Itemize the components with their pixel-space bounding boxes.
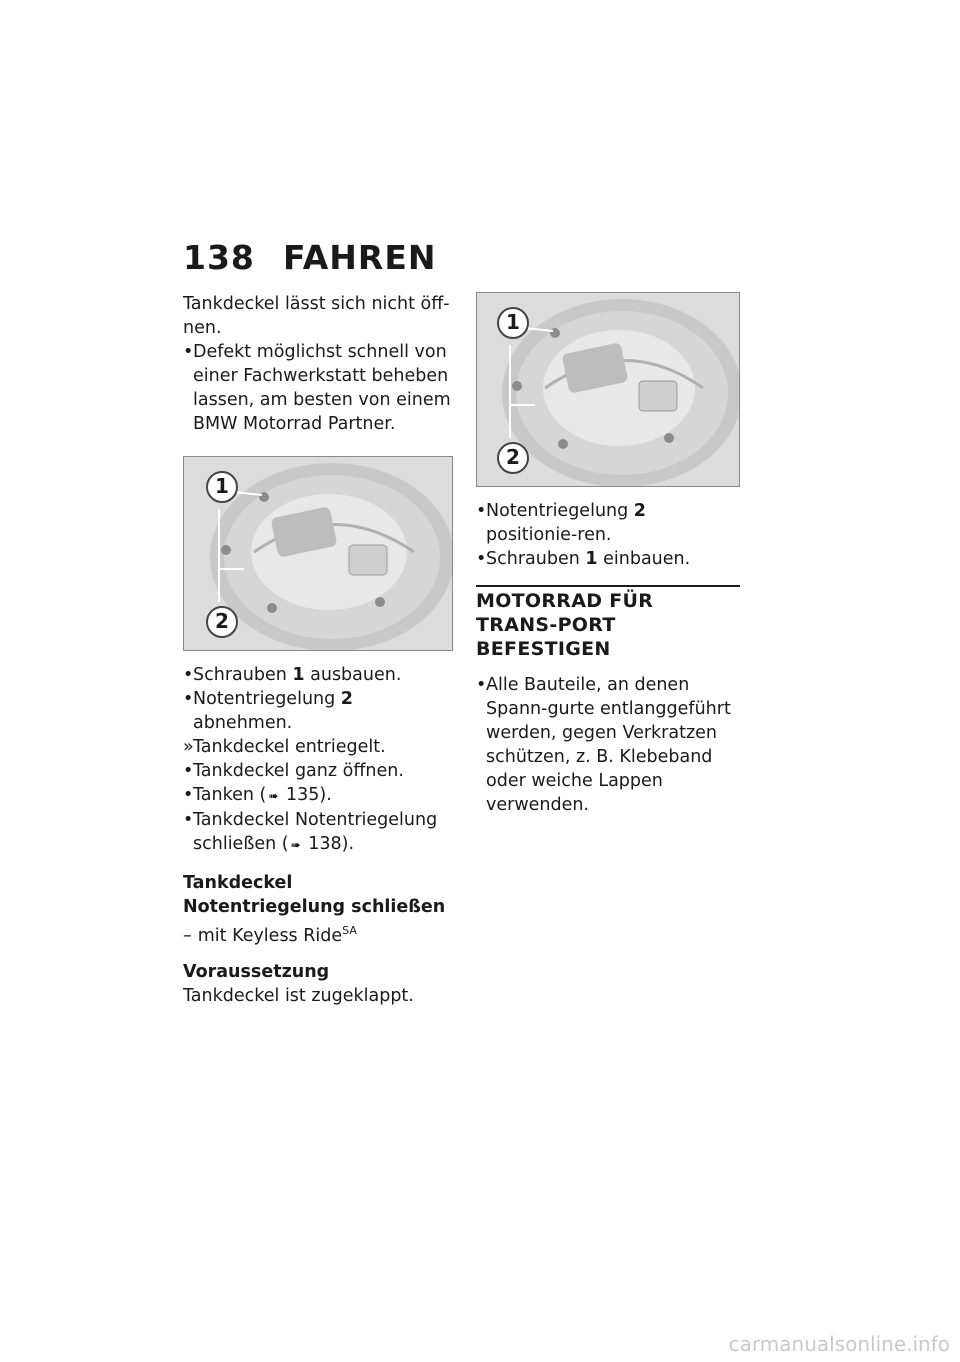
installation-steps <box>476 499 740 571</box>
page-reference-icon[interactable]: ➠ <box>290 838 301 852</box>
figure-label-1: 1 <box>215 474 229 498</box>
fuel-cap-figure-1 <box>183 456 453 651</box>
figure-label-2: 2 <box>506 445 520 469</box>
page-header <box>183 238 437 277</box>
list-item <box>476 547 740 571</box>
bullet: • <box>183 665 194 685</box>
bullet: • <box>183 342 194 362</box>
page-reference-icon[interactable]: ➠ <box>268 789 279 803</box>
list-item <box>183 340 453 436</box>
list-item <box>476 673 740 817</box>
step-text: Schrauben <box>486 549 586 569</box>
subsection-heading: Tankdeckel Notentriegelung schließen <box>183 873 446 917</box>
fuel-cap-figure-2 <box>476 292 740 487</box>
bullet: • <box>476 549 487 569</box>
step-text: Tankdeckel Notentriegelung schließen ( <box>193 810 438 854</box>
step-text: 135). <box>280 785 332 805</box>
step-text: Schrauben <box>193 665 293 685</box>
step-text: einbauen. <box>597 549 691 569</box>
intro-bullets <box>183 340 453 436</box>
prerequisite-heading: Voraussetzung <box>183 961 330 982</box>
bullet: • <box>183 761 194 781</box>
step-text: positionie-ren. <box>486 525 612 545</box>
figure-label-1: 1 <box>506 310 520 334</box>
step-text: ausbauen. <box>304 665 402 685</box>
step-ref-number: 2 <box>633 501 646 521</box>
section-title: FAHREN <box>283 238 437 277</box>
list-item <box>183 783 453 808</box>
step-ref-number: 1 <box>585 549 598 569</box>
watermark: carmanualsonline.info <box>728 1332 950 1356</box>
step-text: Alle Bauteile, an denen Spann-gurte entlanggeführt werden, gegen Verkratzen schützen, z. B. Klebeband oder weiche Lappen verwenden. <box>486 675 731 815</box>
step-text: Tankdeckel ganz öffnen. <box>193 761 404 781</box>
intro-text: Tankdeckel lässt sich nicht öff-nen. <box>183 294 450 338</box>
left-column <box>183 292 453 1008</box>
equipment-text: mit Keyless Ride <box>197 925 343 946</box>
list-item <box>183 759 453 783</box>
right-column <box>476 292 740 817</box>
removal-steps <box>183 663 453 857</box>
step-text: Notentriegelung <box>486 501 634 521</box>
result-marker: » <box>183 737 194 757</box>
list-item <box>183 735 453 759</box>
step-text: Tanken ( <box>193 785 267 805</box>
equipment-dash: – <box>183 925 192 946</box>
bullet: • <box>476 501 487 521</box>
figure-label-2: 2 <box>215 609 229 633</box>
equipment-note <box>183 919 453 948</box>
step-ref-number: 1 <box>292 665 305 685</box>
bullet: • <box>476 675 487 695</box>
step-ref-number: 2 <box>340 689 353 709</box>
special-equipment-badge: SA <box>342 924 357 937</box>
step-text: 138). <box>302 834 355 854</box>
list-item <box>183 663 453 687</box>
list-item <box>476 499 740 547</box>
transport-steps <box>476 673 740 817</box>
list-item <box>183 808 453 857</box>
prerequisite-text: Tankdeckel ist zugeklappt. <box>183 985 414 1006</box>
step-text: abnehmen. <box>193 713 293 733</box>
bullet: • <box>183 689 194 709</box>
list-item <box>183 687 453 735</box>
bullet: • <box>183 785 194 805</box>
step-text: Tankdeckel entriegelt. <box>193 737 386 757</box>
section-heading: MOTORRAD FÜR TRANS-PORT BEFESTIGEN <box>476 585 740 661</box>
list-item-text: Defekt möglichst schnell von einer Fachwerkstatt beheben lassen, am besten von einem BMW Motorrad Partner. <box>193 342 451 434</box>
page-number: 138 <box>183 238 255 277</box>
bullet: • <box>183 810 194 830</box>
step-text: Notentriegelung <box>193 689 341 709</box>
